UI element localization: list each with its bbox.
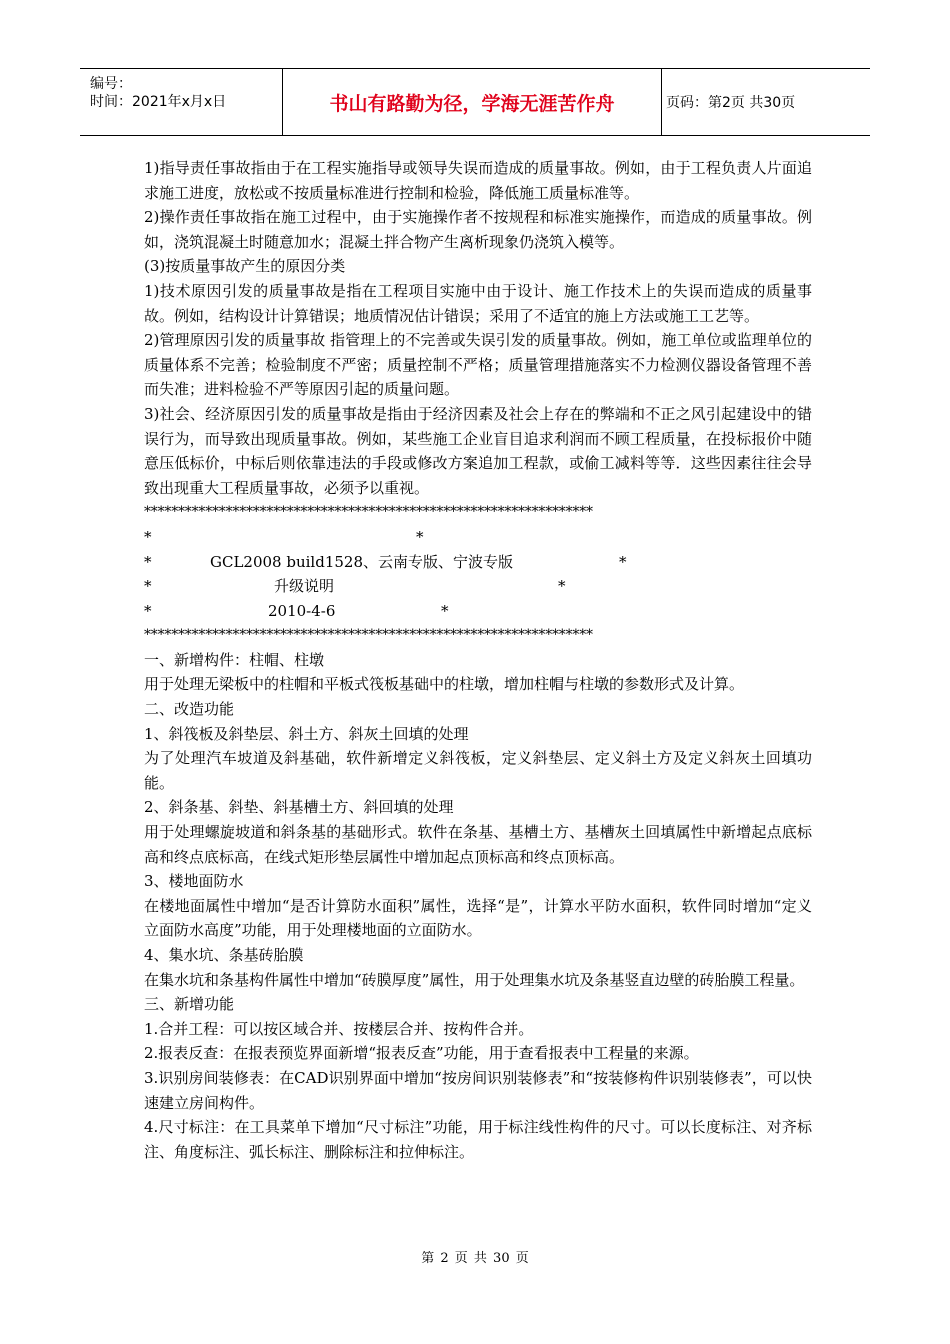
section-heading: 二、改造功能	[144, 700, 235, 719]
banner-star: *	[144, 527, 152, 546]
paragraph: 在集水坑和条基构件属性中增加“砖膜厚度”属性，用于处理集水坑及条基竖直边壁的砖胎膜工程量。	[144, 970, 805, 989]
paragraph: 2.报表反查：在报表预览界面新增“报表反查”功能，用于查看报表中工程量的来源。	[144, 1044, 699, 1063]
header-meta	[80, 69, 282, 135]
paragraph: 2)操作责任事故指在施工过程中，由于实施操作者不按规程和标准实施操作，而造成的质量事故。例如，浇筑混凝土时随意加水；混凝土拌合物产生离析现象仍浇筑入模等。	[144, 208, 812, 251]
paragraph: 用于处理无梁板中的柱帽和平板式筏板基础中的柱墩，增加柱帽与柱墩的参数形式及计算。	[144, 675, 745, 694]
page-header	[80, 68, 870, 136]
page-footer: 第 2 页 共 30 页	[421, 1251, 529, 1266]
paragraph: 1)指导责任事故指由于在工程实施指导或领导失误而造成的质量事故。例如，由于工程负责人片面追求施工进度，放松或不按质量标准进行控制和检验，降低施工质量标准等。	[144, 159, 812, 202]
upgrade-banner	[144, 500, 812, 648]
banner-star: *	[441, 601, 449, 620]
banner-line	[144, 550, 812, 575]
paragraph: 3.识别房间装修表：在CAD识别界面中增加“按房间识别装修表”和“按装修构件识别装修表”，可以快速建立房间构件。	[144, 1068, 812, 1112]
section-heading: 三、新增功能	[144, 995, 235, 1014]
paragraph: 1)技术原因引发的质量事故是指在工程项目实施中由于设计、施工作技术上的失误而造成的质量事故。例如，结构设计计算错误；地质情况估计错误；采用了不适宜的施上方法或施工工艺等。	[144, 281, 812, 325]
banner-date: 2010-4-6	[268, 601, 336, 620]
paragraph: 4.尺寸标注：在工具菜单下增加“尺寸标注”功能，用于标注线性构件的尺寸。可以长度标注、对齐标注、角度标注、弧长标注、删除标注和拉伸标注。	[144, 1118, 812, 1161]
banner-star: *	[558, 577, 566, 596]
banner-star: *	[144, 552, 152, 571]
subheading: 3、楼地面防水	[144, 872, 244, 891]
header-page-label: 页码：第2页 共30页	[666, 95, 796, 111]
banner-star: *	[144, 601, 152, 620]
number-label: 编号：	[90, 76, 132, 92]
paragraph: 1.合并工程：可以按区域合并、按楼层合并、按构件合并。	[144, 1019, 534, 1038]
banner-product: GCL2008 build1528、云南专版、宁波专版	[210, 552, 513, 571]
banner-upgrade-title: 升级说明	[274, 577, 335, 596]
banner-star: *	[144, 577, 152, 596]
banner-star: *	[619, 552, 627, 571]
banner-star: *	[416, 527, 424, 546]
section-heading: (3)按质量事故产生的原因分类	[144, 257, 346, 276]
subheading: 1、斜筏板及斜垫层、斜土方、斜灰土回填的处理	[144, 724, 469, 743]
document-body	[144, 156, 812, 1164]
paragraph: 用于处理螺旋坡道和斜条基的基础形式。软件在条基、基槽土方、基槽灰土回填属性中新增起点底标高和终点底标高，在线式矩形垫层属性中增加起点顶标高和终点顶标高。	[144, 823, 812, 866]
paragraph: 在楼地面属性中增加“是否计算防水面积”属性，选择“是”，计算水平防水面积，软件同时增加“定义立面防水高度”功能，用于处理楼地面的立面防水。	[144, 896, 812, 940]
banner-star-rule: ******************************************************************	[144, 504, 593, 521]
header-motto: 书山有路勤为径，学海无涯苦作舟	[282, 69, 662, 135]
paragraph: 2)管理原因引发的质量事故 指管理上的不完善或失误引发的质量事故。例如，施工单位或监理单位的质量体系不完善；检验制度不严密；质量控制不严格；质量管理措施落实不力检测仪器设备管理不善而失准；进料检验不严等原因引起的质量问题。	[144, 331, 812, 399]
time-label: 时间：2021年x月x日	[90, 94, 227, 110]
banner-star-rule: ******************************************************************	[144, 627, 593, 644]
section-heading: 一、新增构件：柱帽、柱墩	[144, 650, 325, 669]
banner-line	[144, 525, 812, 550]
paragraph: 3)社会、经济原因引发的质量事故是指由于经济因素及社会上存在的弊端和不正之风引起建设中的错误行为，而导致出现质量事故。例如，某些施工企业盲目追求利润而不顾工程质量，在投标报价中随意压低标价，中标后则依靠违法的手段或修改方案追加工程款，或偷工减料等等．这些因素往往会导致出现重大工程质量事故，必须予以重视。	[144, 404, 812, 497]
subheading: 2、斜条基、斜垫、斜基槽土方、斜回填的处理	[144, 798, 454, 817]
banner-line	[144, 599, 812, 624]
paragraph: 为了处理汽车坡道及斜基础，软件新增定义斜筏板，定义斜垫层、定义斜土方及定义斜灰土回填功能。	[144, 749, 812, 792]
banner-line	[144, 574, 812, 599]
subheading: 4、集水坑、条基砖胎膜	[144, 946, 304, 964]
